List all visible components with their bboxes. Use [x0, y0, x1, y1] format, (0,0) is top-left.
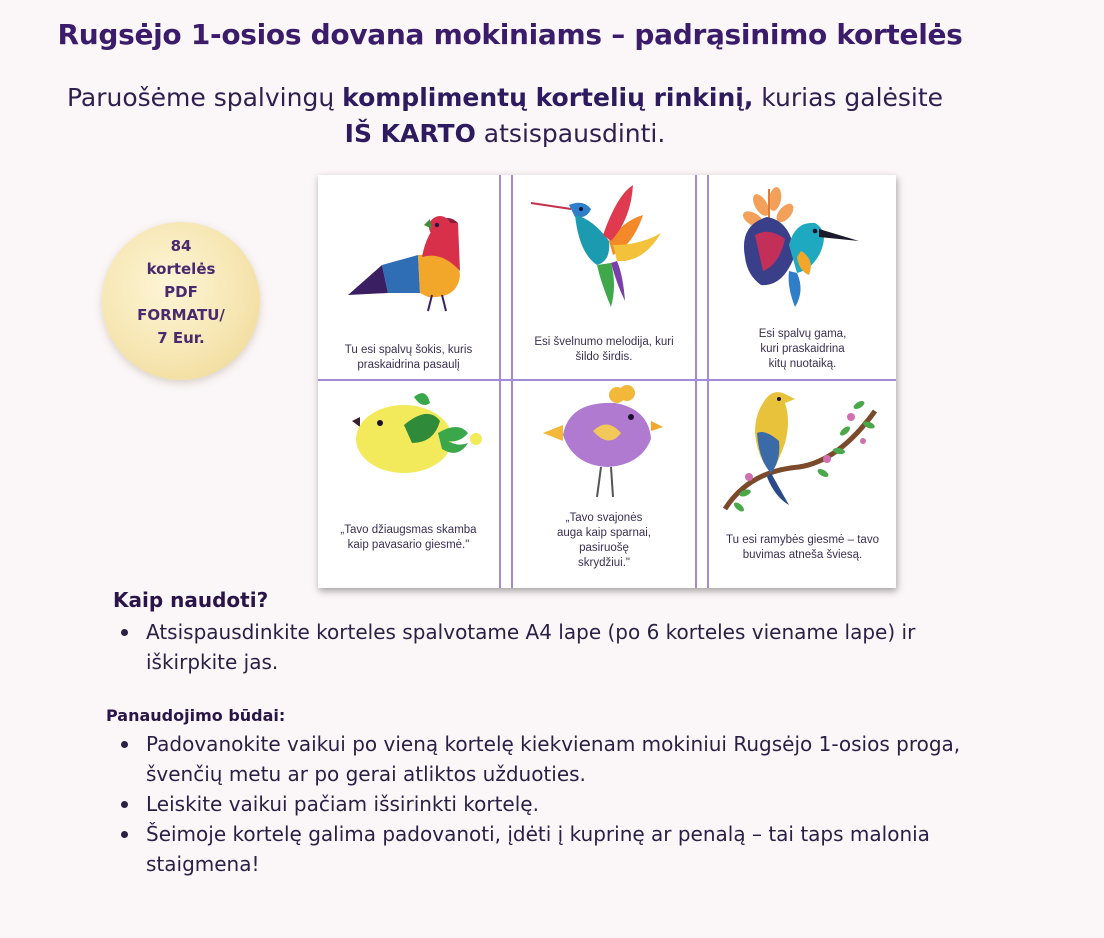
list-item: Atsispausdinkite korteles spalvotame A4 lape (po 6 korteles viename lape) ir iškirpkite jas. — [113, 617, 993, 677]
card-1-caption: Tu esi spalvų šokis, kuris praskaidrina pasaulį — [344, 344, 473, 371]
branch-bird-icon — [709, 381, 896, 521]
purple-bird-icon — [513, 381, 695, 503]
bullet-icon — [121, 801, 128, 808]
yellow-chick-icon — [318, 381, 499, 501]
card-4 — [318, 381, 499, 588]
list-item: Padovanokite vaikui po vieną kortelę kiekvienam mokiniui Rugsėjo 1-osios proga, švenčių metu ar po gerai atliktos užduoties. — [113, 729, 993, 789]
card-3-caption: Esi spalvų gama, kuri praskaidrina kitų nuotaiką. — [758, 328, 847, 370]
how-to-use-list — [113, 617, 993, 677]
intro-part-2: kurias galėsite — [753, 83, 944, 112]
card-3 — [709, 175, 896, 379]
grid-line-vertical — [695, 175, 697, 588]
card-6 — [709, 381, 896, 588]
ways-to-use-heading: Panaudojimo būdai: — [106, 706, 286, 725]
intro-bold-1: komplimentų kortelių rinkinį, — [342, 83, 754, 112]
page-title: Rugsėjo 1-osios dovana mokiniams – padrąsinimo kortelės — [57, 18, 963, 51]
grid-line-vertical — [499, 175, 501, 588]
card-5 — [513, 381, 695, 588]
price-badge-text: 84 kortelės PDF FORMATU/ 7 Eur. — [137, 236, 225, 347]
card-2-caption: Esi švelnumo melodija, kuri šildo širdis. — [534, 336, 674, 363]
hummingbird-icon — [513, 175, 695, 325]
card-6-caption: Tu esi ramybės giesmė – tavo buvimas atneša šviesą. — [726, 534, 879, 561]
bullet-icon — [121, 741, 128, 748]
intro-part-3: atsispausdinti. — [475, 119, 666, 148]
list-item: Šeimoje kortelę galima padovanoti, įdėti į kuprinę ar penalą – tai taps malonia staigmena! — [113, 819, 993, 879]
card-5-caption: „Tavo svajonės auga kaip sparnai, pasiruošę skrydžiui." — [557, 512, 651, 569]
bullet-icon — [121, 629, 128, 636]
card-sheet-preview — [318, 175, 896, 588]
intro-bold-2: IŠ KARTO — [344, 119, 476, 148]
card-2 — [513, 175, 695, 379]
intro-text — [0, 80, 1010, 152]
ways-to-use-list — [113, 729, 993, 879]
how-to-use-heading: Kaip naudoti? — [113, 588, 269, 612]
geometric-bird-icon — [318, 175, 499, 325]
card-4-caption: „Tavo džiaugsmas skamba kaip pavasario giesmė." — [340, 524, 477, 551]
bullet-icon — [121, 831, 128, 838]
list-item: Leiskite vaikui pačiam išsirinkti kortelę. — [113, 789, 993, 819]
card-1 — [318, 175, 499, 379]
intro-part-1: Paruošėme spalvingų — [66, 83, 343, 112]
kingfisher-icon — [709, 175, 896, 325]
price-badge — [102, 222, 260, 380]
